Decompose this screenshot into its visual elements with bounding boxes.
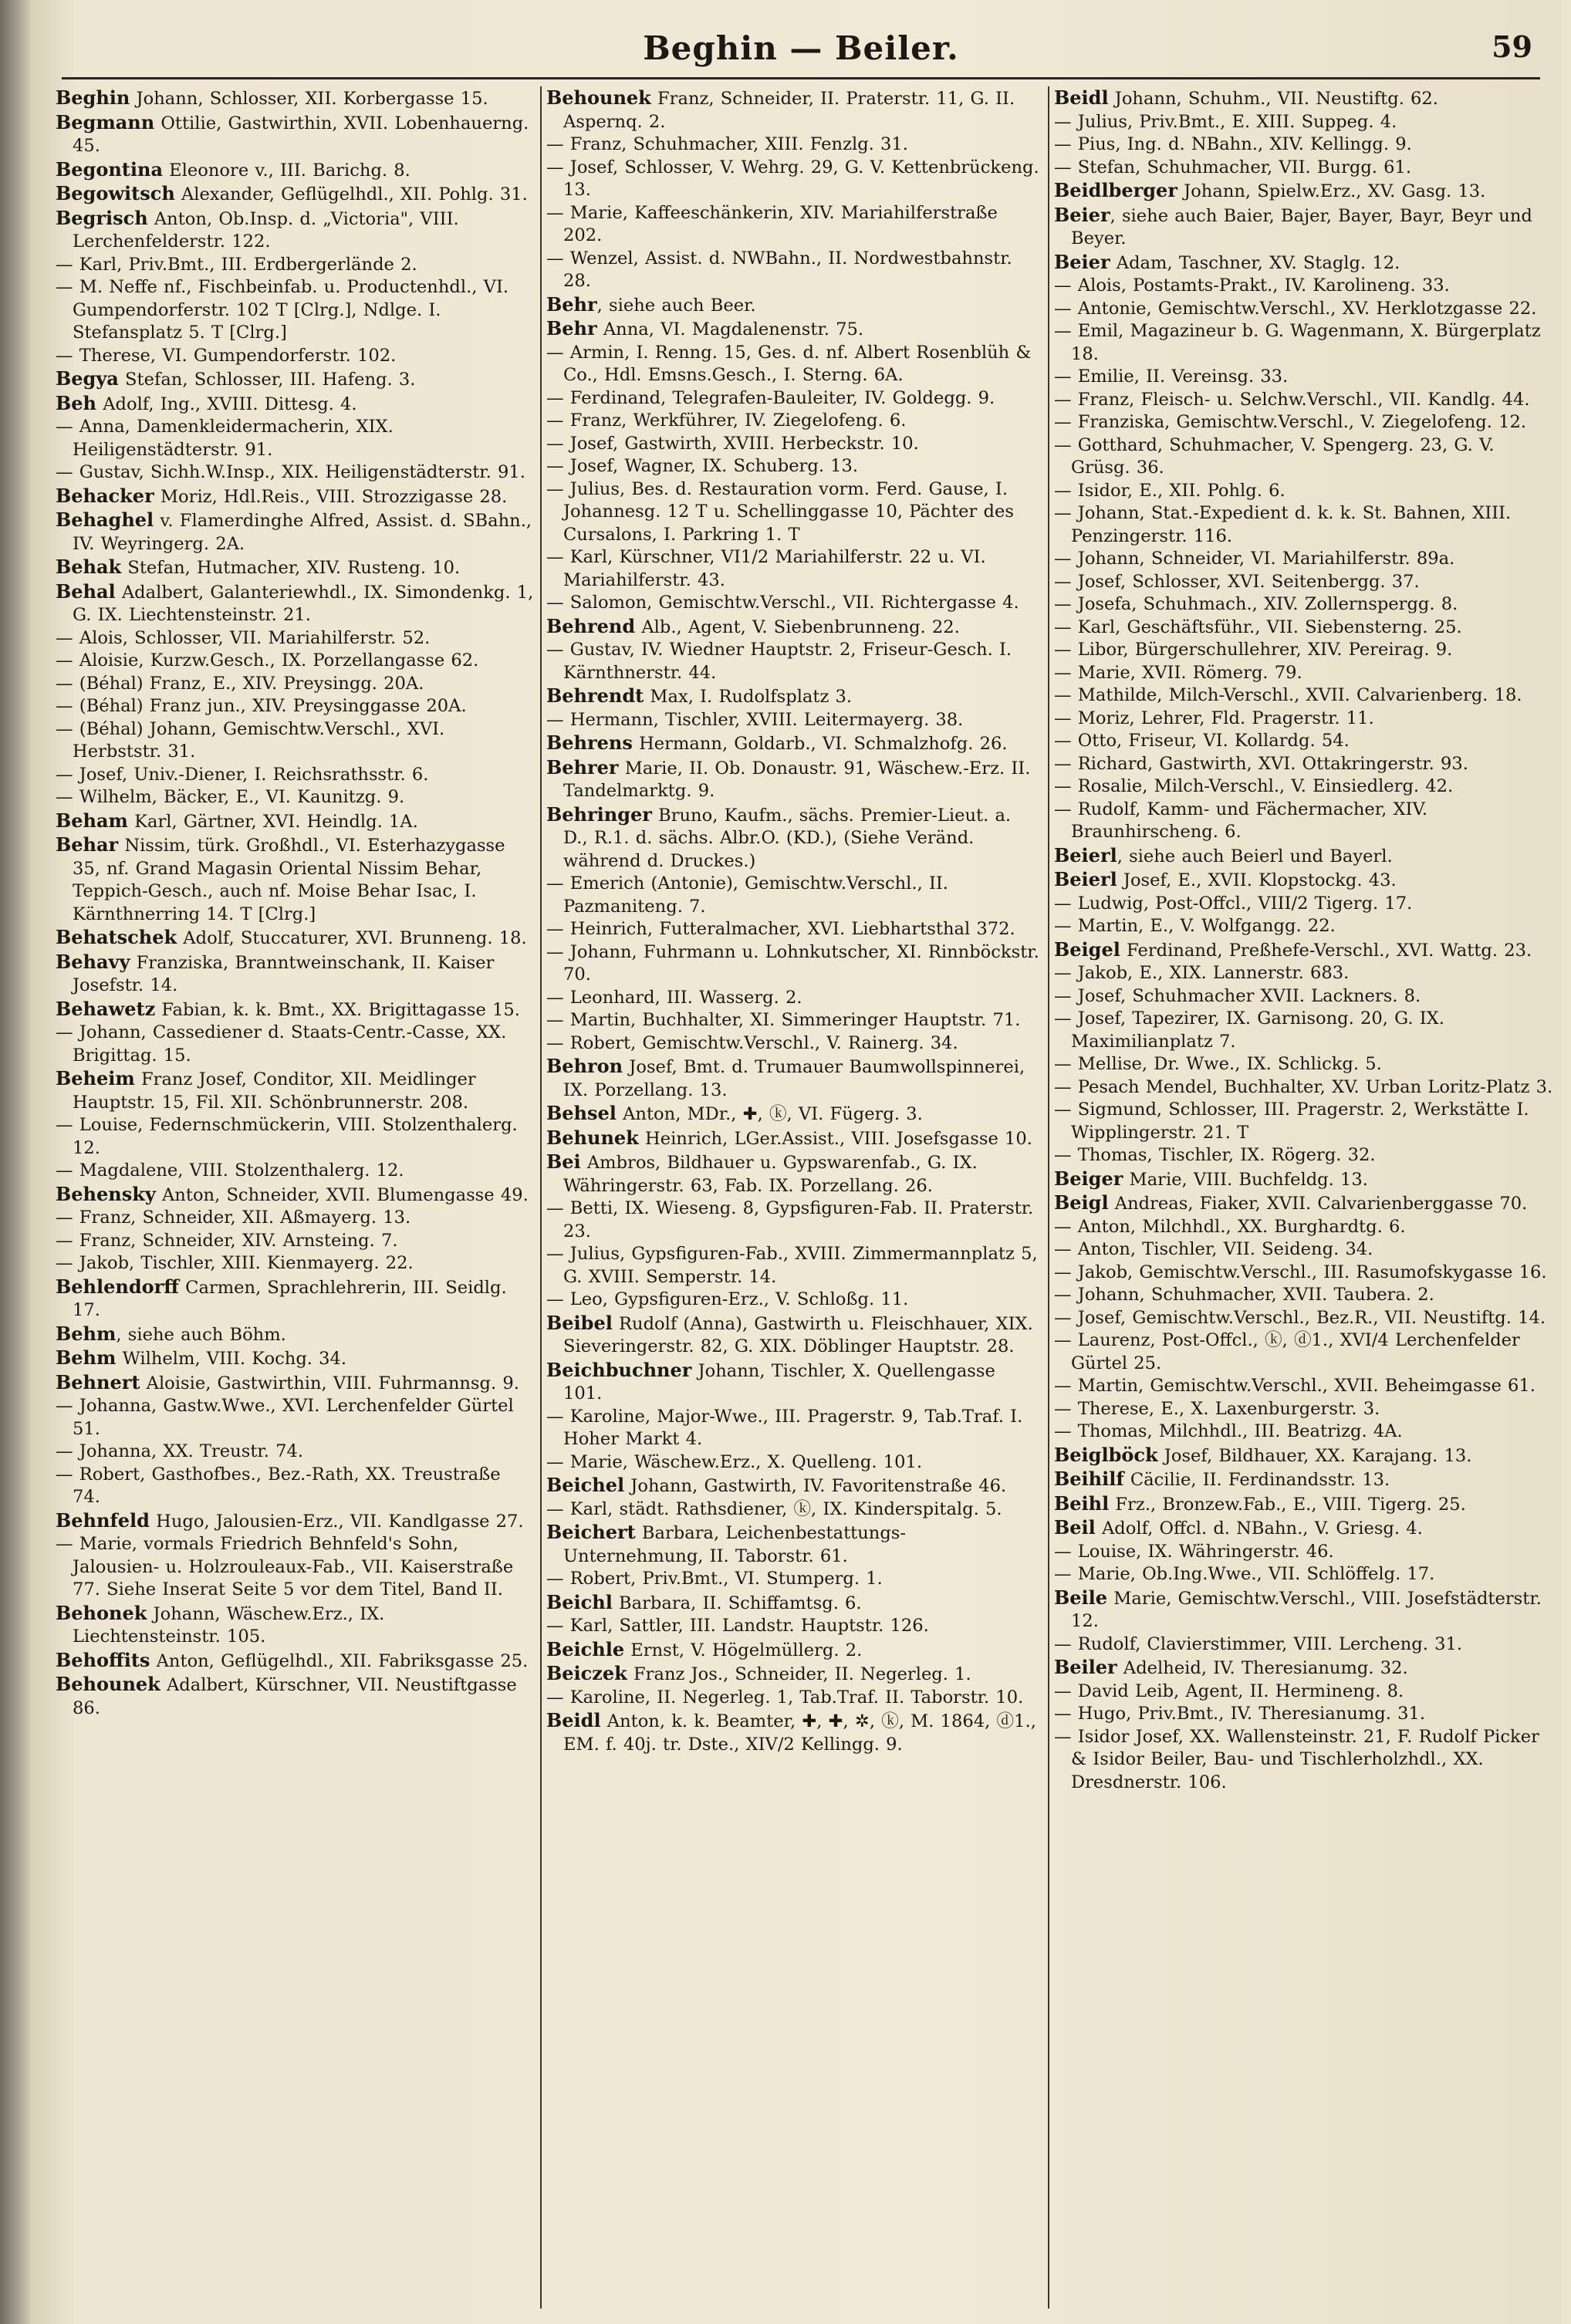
- directory-entry: — Franziska, Gemischtw.Verschl., V. Ziegelofeng. 12.: [1054, 412, 1527, 432]
- directory-entry: Beiglböck Josef, Bildhauer, XX. Karajang. 13.: [1054, 1443, 1472, 1466]
- directory-entry: — Julius, Bes. d. Restauration vorm. Ferd. Gause, I. Johannesg. 12 T u. Schellinggasse 10, Pächter des Cursalons, I. Parkring 1. T: [546, 478, 1014, 545]
- directory-entry: — Louise, Federnschmückerin, VIII. Stolzenthalerg. 12.: [56, 1115, 518, 1158]
- directory-entry: Beihilf Cäcilie, II. Ferdinandsstr. 13.: [1054, 1468, 1390, 1490]
- directory-entry: Beidl Johann, Schuhm., VII. Neustiftg. 62.: [1054, 86, 1438, 109]
- directory-entry: — Aloisie, Kurzw.Gesch., IX. Porzellangasse 62.: [56, 650, 479, 671]
- directory-entry: — Robert, Gemischtw.Verschl., V. Rainerg. 34.: [546, 1032, 958, 1053]
- running-title: Beghin — Beiler.: [643, 29, 959, 67]
- directory-entry: Behunek Heinrich, LGer.Assist., VIII. Josefsgasse 10.: [546, 1126, 1032, 1149]
- directory-entry: Behacker Moriz, Hdl.Reis., VIII. Strozzigasse 28.: [56, 484, 508, 507]
- directory-entry: Beidlberger Johann, Spielw.Erz., XV. Gasg. 13.: [1054, 179, 1486, 201]
- directory-entry: — Mathilde, Milch-Verschl., XVII. Calvarienberg. 18.: [1054, 685, 1522, 705]
- directory-entry: — Richard, Gastwirth, XVI. Ottakringerstr. 93.: [1054, 753, 1468, 774]
- directory-entry: Behak Stefan, Hutmacher, XIV. Rusteng. 10.: [56, 556, 461, 578]
- directory-entry: — Martin, Buchhalter, XI. Simmeringer Hauptstr. 71.: [546, 1010, 1021, 1030]
- directory-entry: Beh Adolf, Ing., XVIII. Dittesg. 4.: [56, 391, 357, 414]
- directory-entry: — Karoline, II. Negerleg. 1, Tab.Traf. II. Taborstr. 10.: [546, 1687, 1024, 1708]
- directory-entry: — Leonhard, III. Wasserg. 2.: [546, 987, 802, 1008]
- directory-entry: — Johann, Cassediener d. Staats-Centr.-Casse, XX. Brigittag. 15.: [56, 1022, 507, 1066]
- directory-entry: — Anton, Milchhdl., XX. Burghardtg. 6.: [1054, 1216, 1406, 1237]
- directory-entry: — Rudolf, Clavierstimmer, VIII. Lercheng. 31.: [1054, 1633, 1463, 1654]
- directory-entry: — Johann, Schneider, VI. Mariahilferstr. 89a.: [1054, 549, 1455, 569]
- directory-entry: — Franz, Schuhmacher, XIII. Fenzlg. 31.: [546, 134, 908, 154]
- directory-entry: — David Leib, Agent, II. Hermineng. 8.: [1054, 1681, 1404, 1701]
- directory-entry: Behounek Adalbert, Kürschner, VII. Neustiftgasse 86.: [56, 1673, 517, 1718]
- directory-entry: — Anna, Damenkleidermacherin, XIX. Heiligenstädterstr. 91.: [56, 417, 394, 460]
- directory-entry: Behrend Alb., Agent, V. Siebenbrunneng. 22.: [546, 614, 960, 637]
- directory-entry: — Jakob, E., XIX. Lannerstr. 683.: [1054, 963, 1350, 983]
- directory-entry: — Julius, Priv.Bmt., E. XIII. Suppeg. 4.: [1054, 111, 1397, 132]
- directory-entry: — Leo, Gypsfiguren-Erz., V. Schloßg. 11.: [546, 1289, 909, 1309]
- directory-entry: — Wilhelm, Bäcker, E., VI. Kaunitzg. 9.: [56, 787, 405, 807]
- directory-entry: — Therese, E., X. Laxenburgerstr. 3.: [1054, 1398, 1380, 1419]
- directory-entry: — Marie, vormals Friedrich Behnfeld's Sohn, Jalousien- u. Holzrouleaux-Fab., VII. Kaiserstraße 77. Siehe Inserat Seite 5 vor dem Titel, Band II.: [56, 1534, 514, 1599]
- directory-entry: — Marie, Ob.Ing.Wwe., VII. Schlöffelg. 17.: [1054, 1564, 1435, 1584]
- directory-entry: — Hermann, Tischler, XVIII. Leitermayerg. 38.: [546, 709, 964, 730]
- directory-entry: — Alois, Postamts-Prakt., IV. Karolineng. 33.: [1054, 275, 1450, 296]
- directory-entry: — Sigmund, Schlosser, III. Pragerstr. 2, Werkstätte I. Wipplingerstr. 21. T: [1054, 1100, 1529, 1143]
- directory-entry: — (Béhal) Franz jun., XIV. Preysinggasse 20A.: [56, 696, 467, 716]
- directory-entry: Beigl Andreas, Fiaker, XVII. Calvarienberggasse 70.: [1054, 1191, 1528, 1214]
- directory-entry: — Josef, Univ.-Diener, I. Reichsrathsstr. 6.: [56, 764, 429, 785]
- directory-entry: — Marie, Wäschew.Erz., X. Quelleng. 101.: [546, 1451, 923, 1472]
- directory-entry: Beichl Barbara, II. Schiffamtsg. 6.: [546, 1590, 862, 1613]
- directory-entry: — Heinrich, Futteralmacher, XVI. Liebhartsthal 372.: [546, 919, 1015, 939]
- directory-entry: — Julius, Gypsfiguren-Fab., XVIII. Zimmermannplatz 5, G. XVIII. Semperstr. 14.: [546, 1244, 1038, 1287]
- directory-entry: Behr, siehe auch Beer.: [546, 292, 756, 316]
- directory-entry: Beiler Adelheid, IV. Theresianumg. 32.: [1054, 1656, 1408, 1678]
- column-1: [56, 86, 534, 2309]
- directory-entry: — Emil, Magazineur b. G. Wagenmann, X. Bürgerplatz 18.: [1054, 321, 1541, 364]
- directory-entry: Behrer Marie, II. Ob. Donaustr. 91, Wäschew.-Erz. II. Tandelmarktg. 9.: [546, 755, 1031, 801]
- directory-entry: — Josef, Schuhmacher XVII. Lackners. 8.: [1054, 985, 1421, 1006]
- directory-entry: — Wenzel, Assist. d. NWBahn., II. Nordwestbahnstr. 28.: [546, 248, 1012, 291]
- directory-entry: — Otto, Friseur, VI. Kollardg. 54.: [1054, 731, 1350, 751]
- directory-entry: — Johann, Schuhmacher, XVII. Taubera. 2.: [1054, 1285, 1434, 1305]
- column-divider: [1048, 86, 1049, 2309]
- directory-entry: — Alois, Schlosser, VII. Mariahilferstr. 52.: [56, 627, 431, 648]
- directory-entry: Beibel Rudolf (Anna), Gastwirth u. Fleischhauer, XIX. Sieveringerstr. 82, G. XIX. Döblinger Hauptstr. 28.: [546, 1311, 1033, 1356]
- directory-entry: Beghin Johann, Schlosser, XII. Korbergasse 15.: [56, 86, 488, 109]
- page-header: [62, 23, 1540, 73]
- directory-entry: Beierl Josef, E., XVII. Klopstockg. 43.: [1054, 868, 1397, 890]
- directory-entry: Behal Adalbert, Galanteriewhdl., IX. Simondenkg. 1, G. IX. Liechtensteinstr. 21.: [56, 579, 534, 625]
- directory-entry: Beheim Franz Josef, Conditor, XII. Meidlinger Hauptstr. 15, Fil. XII. Schönbrunnerstr. 208.: [56, 1067, 476, 1113]
- directory-entry: Beiczek Franz Jos., Schneider, II. Negerleg. 1.: [546, 1662, 971, 1684]
- directory-entry: Behar Nissim, türk. Großhdl., VI. Esterhazygasse 35, nf. Grand Magasin Oriental Nissim Behar, Teppich-Gesch., auch nf. Moise Behar Isac, I. Kärnthnerring 14. T [Clrg.]: [56, 833, 505, 924]
- directory-entry: — Josef, Gastwirth, XVIII. Herbeckstr. 10.: [546, 433, 919, 454]
- directory-entry: — Emerich (Antonie), Gemischtw.Verschl., II. Pazmaniteng. 7.: [546, 873, 948, 917]
- directory-entry: Behrendt Max, I. Rudolfsplatz 3.: [546, 684, 853, 707]
- directory-entry: Beidl Anton, k. k. Beamter, ✚, ✚, ✲, ⓚ, M. 1864, ⓓ1., EM. f. 40j. tr. Dste., XIV/2 Kellingg. 9.: [546, 1709, 1036, 1755]
- directory-entry: — Franz, Schneider, XIV. Arnsteing. 7.: [56, 1230, 398, 1251]
- directory-entry: — Magdalene, VIII. Stolzenthalerg. 12.: [56, 1160, 404, 1181]
- directory-entry: — Ferdinand, Telegrafen-Bauleiter, IV. Goldegg. 9.: [546, 387, 995, 408]
- directory-entry: — Isidor, E., XII. Pohlg. 6.: [1054, 480, 1286, 501]
- directory-entry: — Salomon, Gemischtw.Verschl., VII. Richtergasse 4.: [546, 593, 1019, 613]
- directory-entry: Bei Ambros, Bildhauer u. Gypswarenfab., G. IX. Währingerstr. 63, Fab. IX. Porzellang. 26.: [546, 1150, 978, 1196]
- directory-entry: — Robert, Priv.Bmt., VI. Stumperg. 1.: [546, 1569, 883, 1589]
- directory-entry: Beierl, siehe auch Beierl und Bayerl.: [1054, 843, 1393, 866]
- directory-entry: — Franz, Werkführer, IV. Ziegelofeng. 6.: [546, 410, 907, 431]
- column-3: [1054, 86, 1556, 2309]
- directory-entry: Begowitsch Alexander, Geflügelhdl., XII. Pohlg. 31.: [56, 182, 528, 204]
- directory-entry: — Anton, Tischler, VII. Seideng. 34.: [1054, 1239, 1373, 1259]
- directory-entry: Behringer Bruno, Kaufm., sächs. Premier-Lieut. a. D., R.1. d. sächs. Albr.O. (KD.), (Siehe Veränd. während d. Druckes.): [546, 802, 1012, 871]
- directory-entry: — Rudolf, Kamm- und Fächermacher, XIV. Braunhirscheng. 6.: [1054, 799, 1428, 842]
- directory-entry: — Rosalie, Milch-Verschl., V. Einsiedlerg. 42.: [1054, 776, 1454, 796]
- directory-entry: — Karoline, Major-Wwe., III. Pragerstr. 9, Tab.Traf. I. Hoher Markt 4.: [546, 1406, 1023, 1449]
- directory-entry: Begmann Ottilie, Gastwirthin, XVII. Lobenhauerng. 45.: [56, 110, 529, 156]
- directory-entry: — Moriz, Lehrer, Fld. Pragerstr. 11.: [1054, 708, 1374, 728]
- directory-entry: Behoffits Anton, Geflügelhdl., XII. Fabriksgasse 25.: [56, 1648, 529, 1671]
- directory-entry: — Karl, Kürschner, VI1/2 Mariahilferstr. 22 u. VI. Mariahilferstr. 43.: [546, 547, 986, 590]
- column-divider: [540, 86, 542, 2309]
- directory-entry: — Martin, E., V. Wolfgangg. 22.: [1054, 916, 1336, 936]
- directory-entry: Begontina Eleonore v., III. Barichg. 8.: [56, 157, 410, 181]
- directory-entry: — Karl, Sattler, III. Landstr. Hauptstr. 126.: [546, 1616, 929, 1636]
- directory-entry: — Josef, Tapezirer, IX. Garnisong. 20, G. IX. Maximilianplatz 7.: [1054, 1008, 1444, 1052]
- directory-entry: Behlendorff Carmen, Sprachlehrerin, III. Seidlg. 17.: [56, 1275, 507, 1320]
- directory-entry: Beham Karl, Gärtner, XVI. Heindlg. 1A.: [56, 809, 418, 832]
- directory-entry: — Robert, Gasthofbes., Bez.-Rath, XX. Treustraße 74.: [56, 1464, 501, 1507]
- page-number: 59: [1492, 29, 1532, 64]
- directory-entry: — Armin, I. Renng. 15, Ges. d. nf. Albert Rosenblüh & Co., Hdl. Emsns.Gesch., I. Sterng. 6A.: [546, 342, 1032, 385]
- directory-columns: [56, 86, 1556, 2309]
- directory-entry: — (Béhal) Johann, Gemischtw.Verschl., XVI. Herbststr. 31.: [56, 718, 445, 762]
- directory-entry: — Therese, VI. Gumpendorferstr. 102.: [56, 345, 397, 366]
- directory-entry: Beichert Barbara, Leichenbestattungs-Unternehmung, II. Taborstr. 61.: [546, 1521, 907, 1566]
- directory-entry: — Antonie, Gemischtw.Verschl., XV. Herklotzgasse 22.: [1054, 298, 1537, 319]
- directory-entry: — Martin, Gemischtw.Verschl., XVII. Beheimgasse 61.: [1054, 1376, 1536, 1396]
- directory-entry: Behatschek Adolf, Stuccaturer, XVI. Brunneng. 18.: [56, 926, 527, 948]
- directory-entry: Behnert Aloisie, Gastwirthin, VIII. Fuhrmannsg. 9.: [56, 1370, 519, 1393]
- directory-entry: Begya Stefan, Schlosser, III. Hafeng. 3.: [56, 367, 416, 390]
- directory-entry: — Gotthard, Schuhmacher, V. Spengerg. 23, G. V. Grüsg. 36.: [1054, 434, 1495, 478]
- directory-entry: — Jakob, Tischler, XIII. Kienmayerg. 22.: [56, 1253, 414, 1273]
- directory-entry: — Josef, Schlosser, V. Wehrg. 29, G. V. Kettenbrückeng. 13.: [546, 157, 1039, 200]
- directory-entry: — Stefan, Schuhmacher, VII. Burgg. 61.: [1054, 157, 1412, 177]
- directory-entry: Behr Anna, VI. Magdalenenstr. 75.: [546, 317, 864, 339]
- directory-entry: Beil Adolf, Offcl. d. NBahn., V. Griesg. 4.: [1054, 1516, 1423, 1539]
- directory-entry: — Johann, Stat.-Expedient d. k. k. St. Bahnen, XIII. Penzingerstr. 116.: [1054, 503, 1512, 546]
- directory-entry: Begrisch Anton, Ob.Insp. d. „Victoria", VIII. Lerchenfelderstr. 122.: [56, 206, 459, 252]
- directory-entry: — M. Neffe nf., Fischbeinfab. u. Productenhdl., VI. Gumpendorferstr. 102 T [Clrg.], Ndlge. I. Stefansplatz 5. T [Clrg.]: [56, 277, 509, 343]
- directory-entry: Beigel Ferdinand, Preßhefe-Verschl., XVI. Wattg. 23.: [1054, 937, 1532, 961]
- directory-entry: — Johanna, XX. Treustr. 74.: [56, 1441, 304, 1461]
- column-2: [546, 86, 1040, 2309]
- directory-entry: Behaghel v. Flamerdinghe Alfred, Assist. d. SBahn., IV. Weyringerg. 2A.: [56, 508, 532, 554]
- directory-entry: Beichel Johann, Gastwirth, IV. Favoritenstraße 46.: [546, 1474, 1007, 1496]
- directory-entry: Behm Wilhelm, VIII. Kochg. 34.: [56, 1346, 347, 1369]
- directory-entry: Beier, siehe auch Baier, Bajer, Bayer, Bayr, Beyr und Beyer.: [1054, 203, 1532, 248]
- directory-entry: — (Béhal) Franz, E., XIV. Preysingg. 20A.: [56, 673, 424, 694]
- directory-entry: — Thomas, Tischler, IX. Rögerg. 32.: [1054, 1145, 1376, 1165]
- directory-entry: — Karl, Geschäftsführ., VII. Siebensterng. 25.: [1054, 616, 1462, 637]
- directory-entry: Beiger Marie, VIII. Buchfeldg. 13.: [1054, 1167, 1368, 1190]
- directory-entry: — Karl, Priv.Bmt., III. Erdbergerlände 2.: [56, 254, 417, 275]
- directory-entry: — Josef, Wagner, IX. Schuberg. 13.: [546, 456, 859, 476]
- directory-entry: — Emilie, II. Vereinsg. 33.: [1054, 367, 1289, 387]
- directory-entry: Beier Adam, Taschner, XV. Staglg. 12.: [1054, 250, 1400, 273]
- directory-entry: — Johanna, Gastw.Wwe., XVI. Lerchenfelder Gürtel 51.: [56, 1396, 514, 1439]
- directory-entry: Behawetz Fabian, k. k. Bmt., XX. Brigittagasse 15.: [56, 997, 520, 1020]
- directory-entry: — Thomas, Milchhdl., III. Beatrizg. 4A.: [1054, 1421, 1403, 1441]
- directory-entry: Beichle Ernst, V. Högelmüllerg. 2.: [546, 1637, 863, 1660]
- directory-entry: — Josef, Schlosser, XVI. Seitenbergg. 37.: [1054, 571, 1420, 592]
- directory-entry: Behm, siehe auch Böhm.: [56, 1322, 286, 1345]
- directory-entry: — Betti, IX. Wieseng. 8, Gypsfiguren-Fab. II. Praterstr. 23.: [546, 1198, 1034, 1241]
- directory-entry: Beichbuchner Johann, Tischler, X. Quellengasse 101.: [546, 1358, 995, 1404]
- directory-entry: — Mellise, Dr. Wwe., IX. Schlickg. 5.: [1054, 1054, 1382, 1074]
- directory-entry: Beile Marie, Gemischtw.Verschl., VIII. Josefstädterstr. 12.: [1054, 1586, 1542, 1631]
- directory-entry: — Franz, Fleisch- u. Selchw.Verschl., VII. Kandlg. 44.: [1054, 389, 1530, 410]
- directory-entry: — Johann, Fuhrmann u. Lohnkutscher, XI. Rinnböckstr. 70.: [546, 941, 1039, 985]
- directory-entry: Behron Josef, Bmt. d. Trumauer Baumwollspinnerei, IX. Porzellang. 13.: [546, 1055, 1025, 1100]
- directory-entry: Beihl Frz., Bronzew.Fab., E., VIII. Tigerg. 25.: [1054, 1491, 1466, 1515]
- directory-entry: — Laurenz, Post-Offcl., ⓚ, ⓓ1., XVI/4 Lerchenfelder Gürtel 25.: [1054, 1330, 1520, 1373]
- directory-entry: — Ludwig, Post-Offcl., VIII/2 Tigerg. 17.: [1054, 893, 1413, 914]
- directory-entry: — Josefa, Schuhmach., XIV. Zollernspergg. 8.: [1054, 594, 1458, 614]
- directory-entry: — Josef, Gemischtw.Verschl., Bez.R., VII. Neustiftg. 14.: [1054, 1307, 1546, 1328]
- directory-entry: Behensky Anton, Schneider, XVII. Blumengasse 49.: [56, 1182, 529, 1205]
- directory-entry: — Isidor Josef, XX. Wallensteinstr. 21, F. Rudolf Picker & Isidor Beiler, Bau- und Tischlerholzhdl., XX. Dresdnerstr. 106.: [1054, 1726, 1539, 1792]
- directory-entry: — Marie, Kaffeeschänkerin, XIV. Mariahilferstraße 202.: [546, 202, 998, 245]
- directory-entry: — Gustav, IV. Wiedner Hauptstr. 2, Friseur-Gesch. I. Kärnthnerstr. 44.: [546, 640, 1012, 683]
- directory-entry: — Franz, Schneider, XII. Aßmayerg. 13.: [56, 1208, 411, 1228]
- directory-entry: — Pesach Mendel, Buchhalter, XV. Urban Loritz-Platz 3.: [1054, 1076, 1553, 1097]
- directory-entry: — Marie, XVII. Römerg. 79.: [1054, 662, 1302, 683]
- directory-entry: Behavy Franziska, Branntweinschank, II. Kaiser Josefstr. 14.: [56, 950, 495, 995]
- header-rule: [62, 77, 1540, 79]
- directory-entry: — Jakob, Gemischtw.Verschl., III. Rasumofskygasse 16.: [1054, 1262, 1547, 1282]
- directory-entry: — Pius, Ing. d. NBahn., XIV. Kellingg. 9.: [1054, 134, 1412, 154]
- directory-entry: Behnfeld Hugo, Jalousien-Erz., VII. Kandlgasse 27.: [56, 1508, 524, 1532]
- directory-entry: Behrens Hermann, Goldarb., VI. Schmalzhofg. 26.: [546, 731, 1008, 754]
- directory-entry: — Gustav, Sichh.W.Insp., XIX. Heiligenstädterstr. 91.: [56, 462, 525, 482]
- directory-entry: — Karl, städt. Rathsdiener, ⓚ, IX. Kinderspitalg. 5.: [546, 1498, 1002, 1519]
- directory-entry: — Louise, IX. Währingerstr. 46.: [1054, 1541, 1334, 1562]
- book-spine-shadow: [0, 0, 31, 2324]
- directory-entry: — Libor, Bürgerschullehrer, XIV. Pereirag. 9.: [1054, 640, 1453, 660]
- directory-entry: Behounek Franz, Schneider, II. Praterstr. 11, G. II. Aspernq. 2.: [546, 86, 1015, 132]
- directory-entry: Behonek Johann, Wäschew.Erz., IX. Liechtensteinstr. 105.: [56, 1601, 385, 1647]
- directory-entry: Behsel Anton, MDr., ✚, ⓚ, VI. Fügerg. 3.: [546, 1102, 923, 1124]
- directory-entry: — Hugo, Priv.Bmt., IV. Theresianumg. 31.: [1054, 1704, 1426, 1724]
